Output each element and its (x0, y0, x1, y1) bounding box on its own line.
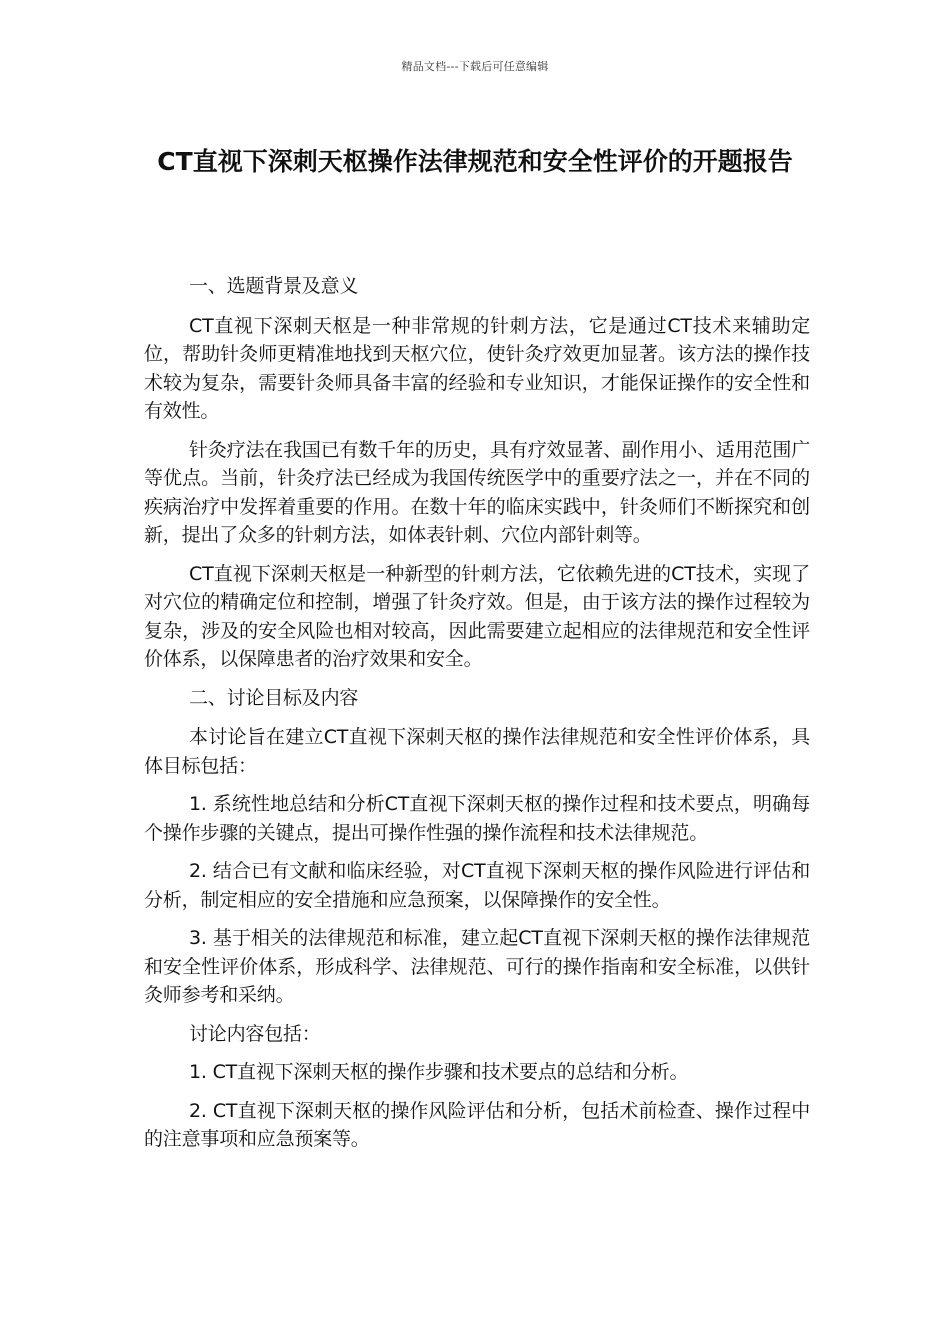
document-title: CT直视下深刺天枢操作法律规范和安全性评价的开题报告 (157, 147, 793, 176)
objective-item: 1. 系统性地总结和分析CT直视下深刺天枢的操作过程和技术要点，明确每个操作步骤的关键点，提出可操作性强的操作流程和技术法律规范。 (144, 793, 810, 844)
objective-item: 3. 基于相关的法律规范和标准，建立起CT直视下深刺天枢的操作法律规范和安全性评价体系，形成科学、法律规范、可行的操作指南和安全标准，以供针灸师参考和采纳。 (144, 927, 810, 1006)
section-heading-background: 一、选题背景及意义 (189, 275, 359, 297)
document-body (144, 272, 810, 1164)
header-note: 精品文档---下载后可任意编辑 (401, 60, 549, 73)
body-paragraph: 本讨论旨在建立CT直视下深刺天枢的操作法律规范和安全性评价体系，具体目标包括： (144, 726, 810, 777)
content-item: 2. CT直视下深刺天枢的操作风险评估和分析，包括术前检查、操作过程中的注意事项和应急预案等。 (144, 1099, 810, 1150)
body-paragraph: CT直视下深刺天枢是一种新型的针刺方法，它依赖先进的CT技术，实现了对穴位的精确定位和控制，增强了针灸疗效。但是，由于该方法的操作过程较为复杂，涉及的安全风险也相对较高，因此需要建立起相应的法律规范和安全性评价体系，以保障患者的治疗效果和安全。 (144, 562, 810, 670)
body-paragraph: CT直视下深刺天枢是一种非常规的针刺方法，它是通过CT技术来辅助定位，帮助针灸师更精准地找到天枢穴位，使针灸疗效更加显著。该方法的操作技术较为复杂，需要针灸师具备丰富的经验和专业知识，才能保证操作的安全性和有效性。 (144, 314, 810, 422)
body-paragraph: 讨论内容包括： (189, 1022, 321, 1045)
content-item: 1. CT直视下深刺天枢的操作步骤和技术要点的总结和分析。 (189, 1061, 689, 1083)
objective-item: 2. 结合已有文献和临床经验，对CT直视下深刺天枢的操作风险进行评估和分析，制定相应的安全措施和应急预案，以保障操作的安全性。 (144, 860, 810, 911)
body-paragraph: 针灸疗法在我国已有数千年的历史，具有疗效显著、副作用小、适用范围广等优点。当前，针灸疗法已经成为我国传统医学中的重要疗法之一，并在不同的疾病治疗中发挥着重要的作用。在数十年的临床实践中，针灸师们不断探究和创新，提出了众多的针刺方法，如体表针刺、穴位内部针刺等。 (144, 438, 810, 546)
section-heading-objectives: 二、讨论目标及内容 (189, 686, 359, 709)
